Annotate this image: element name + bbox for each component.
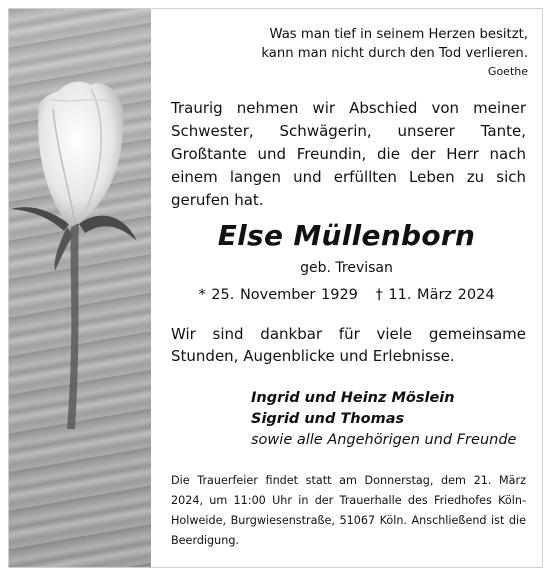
rose-illustration (9, 9, 151, 567)
signer-3: sowie alle Angehörigen und Freunde (251, 432, 517, 448)
farewell-paragraph: Traurig nehmen wir Abschied von meiner Schwester, Schwägerin, unserer Tante, Großtante und Freundin, die der Herr nach einem langen und erfüllten Leben zu sich gerufen hat. (171, 99, 526, 209)
rose-photo (9, 9, 151, 567)
life-dates (151, 287, 542, 303)
quote-line-1: Was man tief in seinem Herzen besitzt, (269, 27, 528, 42)
obituary-card (8, 8, 543, 568)
death-date: † 11. März 2024 (375, 287, 495, 303)
funeral-notice: Die Trauerfeier findet statt am Donnerstag, dem 21. März 2024, um 11:00 Uhr in der Trauerhalle des Friedhofes Köln-Holweide, Burgwiesenstraße, 51067 Köln. Anschließend ist die Beerdigung. (171, 474, 526, 547)
obituary-text (151, 9, 542, 567)
signer-1: Ingrid und Heinz Möslein (251, 390, 455, 406)
thanks-paragraph: Wir sind dankbar für viele gemeinsame Stunden, Augenblicke und Erlebnisse. (171, 325, 526, 365)
birth-date: * 25. November 1929 (198, 287, 358, 303)
mourners (251, 388, 516, 451)
deceased-name: Else Müllenborn (217, 219, 476, 252)
goethe-quote (208, 25, 528, 81)
signer-2: Sigrid und Thomas (251, 411, 405, 427)
quote-line-2: kann man nicht durch den Tod verlieren. (261, 46, 528, 61)
maiden-name: geb. Trevisan (300, 260, 393, 276)
quote-author: Goethe (487, 65, 528, 78)
